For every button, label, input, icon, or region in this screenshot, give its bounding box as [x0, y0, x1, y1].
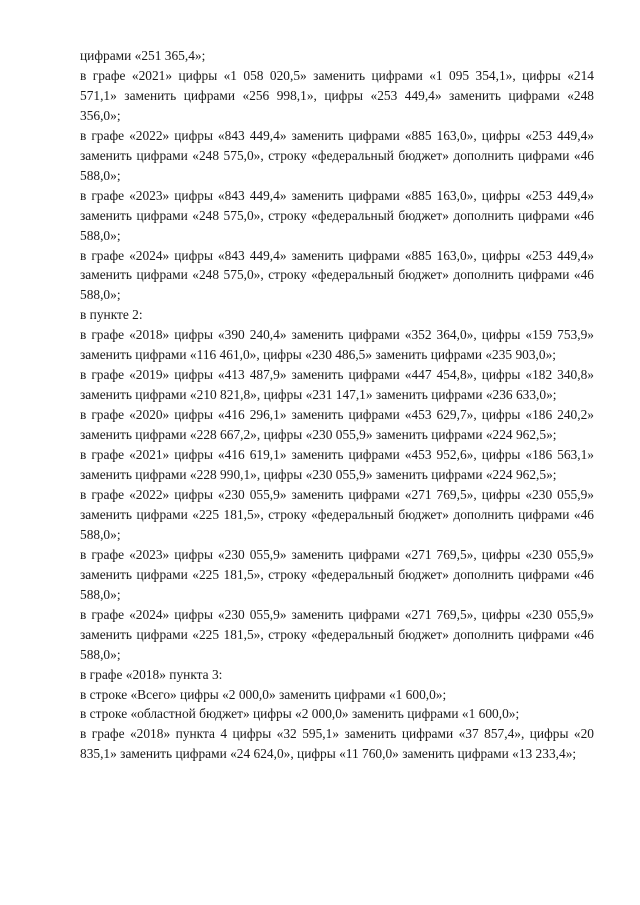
paragraph-2: в графе «2021» цифры «1 058 020,5» заменить цифрами «1 095 354,1», цифры «214 571,1» заменить цифрами «256 998,1», цифры «253 449,4» заменить цифрами «248 356,0»;: [80, 67, 594, 123]
paragraph-5: в графе «2024» цифры «843 449,4» заменить цифрами «885 163,0», цифры «253 449,4» заменить цифрами «248 575,0», строку «федеральный бюджет» дополнить цифрами «46 588,0»;: [80, 247, 594, 303]
paragraph-7: в графе «2018» цифры «390 240,4» заменить цифрами «352 364,0», цифры «159 753,9» заменить цифрами «116 461,0», цифры «230 486,5» заменить цифрами «235 903,0»;: [80, 327, 594, 363]
paragraph-17: в графе «2018» пункта 4 цифры «32 595,1» заменить цифрами «37 857,4», цифры «20 835,1» заменить цифрами «24 624,0», цифры «11 760,0» заменить цифрами «13 233,4»;: [80, 726, 594, 762]
paragraph-3: в графе «2022» цифры «843 449,4» заменить цифрами «885 163,0», цифры «253 449,4» заменить цифрами «248 575,0», строку «федеральный бюджет» дополнить цифрами «46 588,0»;: [80, 127, 594, 183]
paragraph-11: в графе «2022» цифры «230 055,9» заменить цифрами «271 769,5», цифры «230 055,9» заменить цифрами «225 181,5», строку «федеральный бюджет» дополнить цифрами «46 588,0»;: [80, 486, 594, 542]
paragraph-1: цифрами «251 365,4»;: [80, 48, 206, 63]
paragraph-6: в пункте 2:: [80, 307, 143, 323]
paragraph-9: в графе «2020» цифры «416 296,1» заменить цифрами «453 629,7», цифры «186 240,2» заменить цифрами «228 667,2», цифры «230 055,9» заменить цифрами «224 962,5»;: [80, 407, 594, 443]
paragraph-12: в графе «2023» цифры «230 055,9» заменить цифрами «271 769,5», цифры «230 055,9» заменить цифрами «225 181,5», строку «федеральный бюджет» дополнить цифрами «46 588,0»;: [80, 546, 594, 602]
paragraph-8: в графе «2019» цифры «413 487,9» заменить цифрами «447 454,8», цифры «182 340,8» заменить цифрами «210 821,8», цифры «231 147,1» заменить цифрами «236 633,0»;: [80, 367, 594, 403]
paragraph-13: в графе «2024» цифры «230 055,9» заменить цифрами «271 769,5», цифры «230 055,9» заменить цифрами «225 181,5», строку «федеральный бюджет» дополнить цифрами «46 588,0»;: [80, 606, 594, 662]
paragraph-14: в графе «2018» пункта 3:: [80, 666, 223, 682]
paragraph-15: в строке «Всего» цифры «2 000,0» заменить цифрами «1 600,0»;: [80, 686, 447, 702]
paragraph-16: в строке «областной бюджет» цифры «2 000,0» заменить цифрами «1 600,0»;: [80, 706, 520, 722]
paragraph-10: в графе «2021» цифры «416 619,1» заменить цифрами «453 952,6», цифры «186 563,1» заменить цифрами «228 990,1», цифры «230 055,9» заменить цифрами «224 962,5»;: [80, 447, 594, 483]
paragraph-4: в графе «2023» цифры «843 449,4» заменить цифрами «885 163,0», цифры «253 449,4» заменить цифрами «248 575,0», строку «федеральный бюджет» дополнить цифрами «46 588,0»;: [80, 187, 594, 243]
document-page: [80, 46, 594, 764]
